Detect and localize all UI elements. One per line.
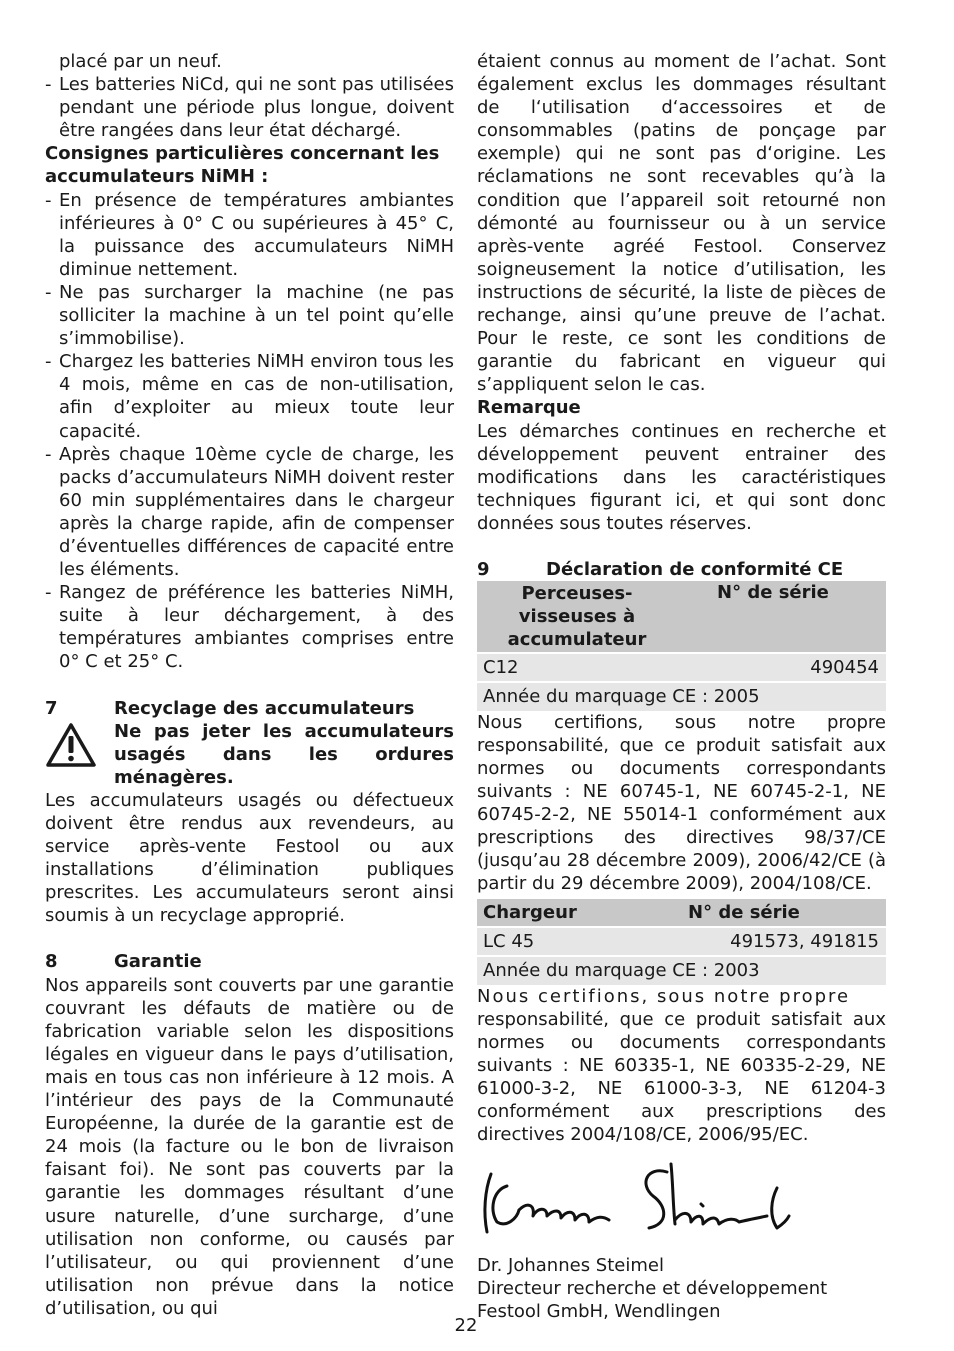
ce-year-row: Année du marquage CE : 2003 [477,957,886,984]
warranty-text: Nos appareils sont couverts par une garantie couvrant les défauts de matière ou de fabrication variable selon les dispositions légales en vigueur dans le pays d’utilisation, mais en tous cas non inférieure à 12 mois. A l’intérieur des pays de la Communauté Européenne, la durée de la garantie est de 24 mois (la facture ou le bon de livraison faisant foi). Ne sont pas couverts par la garantie les dommages résultant d’une usure naturelle, d’une surcharge, d’une utilisation non conforme, ou causés par l’utilisateur, ou qui proviennent d’une utilisation non prévue dans la notice d’utilisation, ou qui [45,974,454,1319]
list-item: - En présence de températures ambiantes inférieures à 0° C ou supérieures à 45° C, la puissance des accumulateurs NiMH diminue nettement. [45,189,454,281]
section-title: Garantie [114,951,202,973]
warning-text: Ne pas jeter les accumulateurs usagés dans les ordures ménagères. [114,720,454,788]
list-item: - Ne pas surcharger la machine (ne pas solliciter la machine à un tel point qu’elle s’immobilise). [45,281,454,350]
section-title: Déclaration de conformité CE [546,558,844,580]
right-column [477,50,886,1324]
ce-year-row: Année du marquage CE : 2005 [477,683,886,710]
section-number: 8 [45,951,58,973]
nimh-heading: Consignes particulières concernant les accumulateurs NiMH : [45,143,440,188]
model-cell: LC 45 [483,931,535,953]
remark-heading: Remarque [477,397,581,419]
table-header [477,899,886,926]
warranty-text-continued: étaient connus au moment de l’achat. Sont également exclus les dommages résultant de l‘utilisation d‘accessoires et de consommables (patins de ponçage par exemple) qui ne sont pas d‘origine. Les réclamations ne sont recevables qu’à la condition que l’appareil soit retourné non démonté au fournisseur ou à un service après-vente agréé Festool. Conservez soigneusement la notice d’utilisation, les instructions de sécurité, la liste de pièces de rechange, ainsi qu’une preuve de l’achat. Pour le reste, ce sont les conditions de garantie du fabricant en vigueur qui s’appliquent selon le cas. [477,51,886,396]
column-header: N° de série [688,902,800,924]
signer-role: Directeur recherche et développement [477,1278,828,1300]
list-item: - Chargez les batteries NiMH environ tous les 4 mois, même en cas de non-utilisation, afin d’exploiter au mieux toute leur capacité. [45,350,454,442]
certification-text: responsabilité, que ce produit satisfait aux normes ou documents correspondants suivants : NE 60335-1, NE 60335-2-29, NE 61000-3-2, NE 61000-3-3, NE 61204-3 conformément aux prescriptions des directives 2004/108/CE, 2006/95/EC. [477,1008,886,1146]
table-row [477,928,886,955]
section-9-heading [477,558,886,581]
certification-text: Nous certifions, sous notre propre responsabilité, que ce produit satisfait aux normes ou documents correspondants suivants : NE 60745-1, NE 60745-2-1, NE 60745-2-2, NE 55014-1 conformément aux prescriptions des directives 98/37/CE (jusqu’au 28 décembre 2009), 2006/42/CE (à partir du 29 décembre 2009), 2004/108/CE. [477,711,886,895]
list-item: - Les batteries NiCd, qui ne sont pas utilisées pendant une période plus longue, doivent être rangées dans leur état déchargé. [45,73,454,142]
signer-name: Dr. Johannes Steimel [477,1255,664,1277]
certification-text-first-line: Nous certifions, sous notre propre [477,985,851,1007]
serial-cell: 490454 [810,657,879,679]
signer-company: Festool GmbH, Wendlingen [477,1301,721,1323]
warning-block [45,720,454,789]
table-header [477,581,886,652]
list-item: - Après chaque 10ème cycle de charge, les packs d’accumulateurs NiMH doivent rester 60 min supplémentaires dans le chargeur après la charge rapide, afin de compenser d’éventuelles différences de capacité entre les éléments. [45,443,454,582]
continued-text: placé par un neuf. [59,51,222,72]
column-header: N° de série [717,582,829,604]
page-number: 22 [454,1315,478,1336]
serial-cell: 491573, 491815 [730,931,879,953]
signature [477,1160,886,1242]
left-column [45,50,454,1320]
model-cell: C12 [483,657,519,679]
remark-text: Les démarches continues en recherche et développement peuvent entrainer des modifications dans les caractéristiques techniques figurant ici, et qui sont donc données sous toutes réserves. [477,420,886,534]
column-header: Perceuses-visseuses à accumulateur [507,583,647,651]
table-row [477,654,886,681]
conformity-table-drill [477,581,886,710]
column-header: Chargeur [483,902,577,924]
section-title: Recyclage des accumulateurs [114,697,415,719]
section-number: 9 [477,558,490,580]
section-8-heading [45,950,454,973]
list-item: - Rangez de préférence les batteries NiMH, suite à leur déchargement, à des températures ambiantes comprises entre 0° C et 25° C. [45,581,454,673]
recycling-text: Les accumulateurs usagés ou défectueux doivent être rendus aux revendeurs, au service après-vente Festool ou aux installations d’élimination publiques prescrites. Les accumulateurs seront ainsi soumis à un recyclage approprié. [45,789,454,927]
section-7-heading [45,697,454,720]
warning-triangle-icon [45,720,114,789]
conformity-table-charger [477,899,886,984]
section-number: 7 [45,697,58,719]
